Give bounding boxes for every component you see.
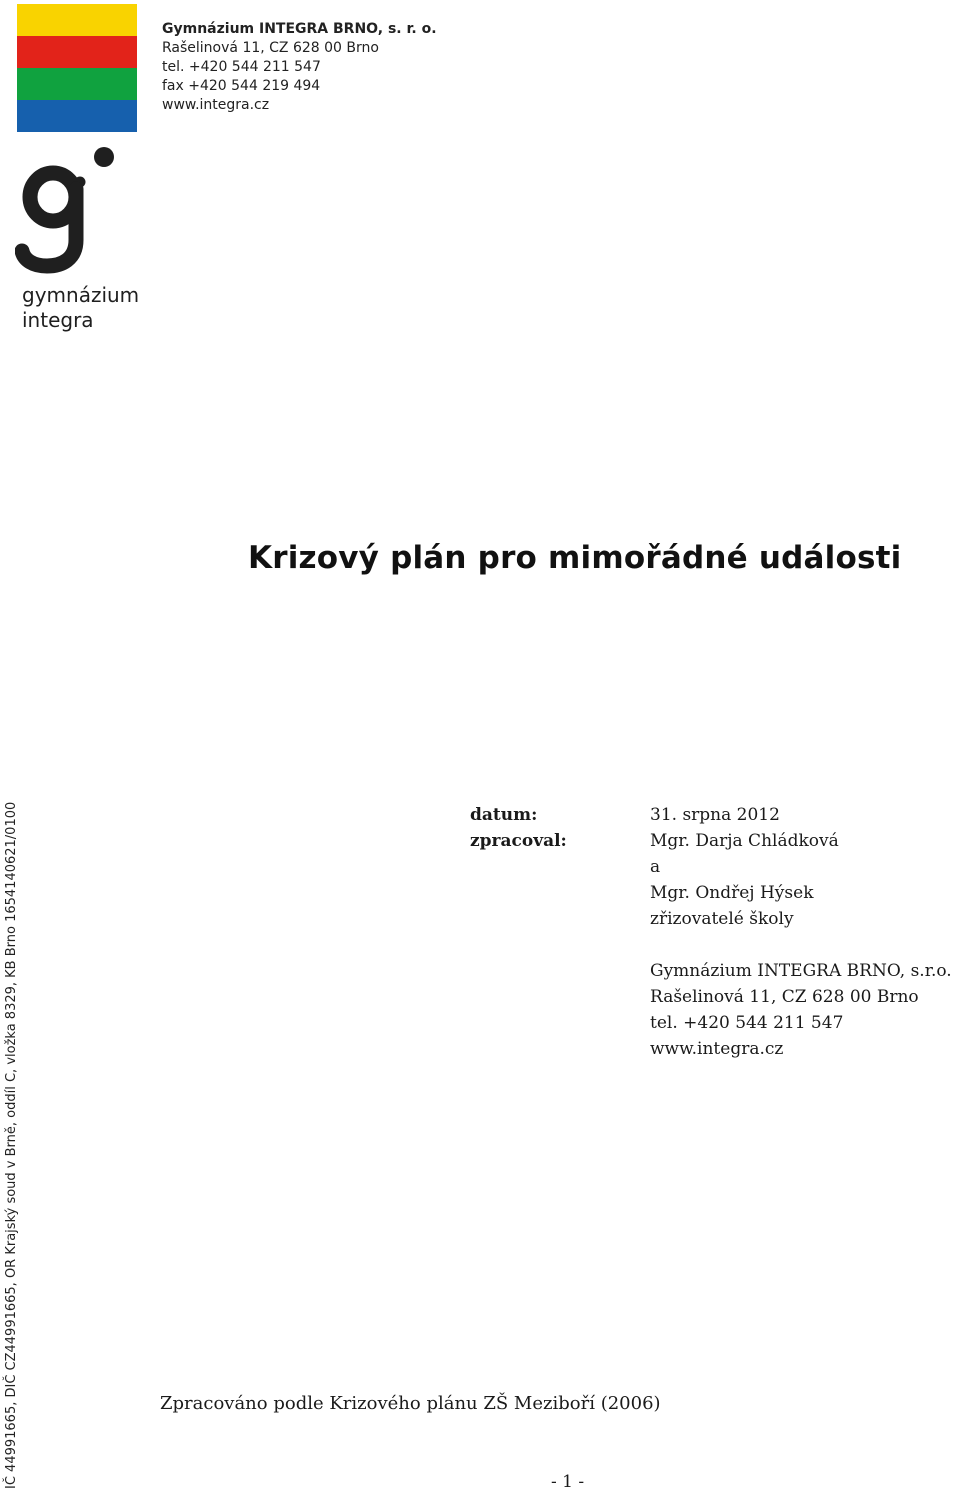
stripe-green <box>17 68 137 100</box>
author-line: zřizovatelé školy <box>650 909 794 929</box>
page-number: - 1 - <box>551 1472 585 1492</box>
org-address: Rašelinová 11, CZ 628 00 Brno <box>162 40 379 56</box>
logo-word-integra: integra <box>22 308 94 332</box>
details-values <box>650 802 952 1062</box>
contact-web: www.integra.cz <box>650 1039 784 1059</box>
date-value: 31. srpna 2012 <box>650 805 780 825</box>
stripe-yellow <box>17 4 137 36</box>
author-line: a <box>650 857 661 877</box>
logo-wordmark <box>22 283 139 333</box>
author-label: zpracoval: <box>470 831 567 851</box>
document-title: Krizový plán pro mimořádné události <box>248 540 902 576</box>
registration-info: IČ 44991665, DIČ CZ44991665, OR Krajský soud v Brně, oddíl C, vložka 8329, KB Brno 1654140621/0100 <box>4 801 19 1489</box>
org-name: Gymnázium INTEGRA BRNO, s. r. o. <box>162 21 437 37</box>
logo-word-gymnazium: gymnázium <box>22 283 140 307</box>
source-note: Zpracováno podle Krizového plánu ZŠ Meziboří (2006) <box>160 1393 661 1414</box>
contact-org: Gymnázium INTEGRA BRNO, s.r.o. <box>650 961 952 981</box>
org-fax: fax +420 544 219 494 <box>162 78 321 94</box>
contact-phone: tel. +420 544 211 547 <box>650 1013 844 1033</box>
color-stripes <box>17 4 137 132</box>
date-label: datum: <box>470 805 538 825</box>
stripe-blue <box>17 100 137 132</box>
contact-address: Rašelinová 11, CZ 628 00 Brno <box>650 987 919 1007</box>
logo-g-icon <box>15 145 125 275</box>
author-line: Mgr. Darja Chládková <box>650 831 839 851</box>
spacer <box>650 932 952 958</box>
org-web: www.integra.cz <box>162 97 270 113</box>
letterhead <box>162 20 437 115</box>
details-labels <box>470 802 567 854</box>
stripe-red <box>17 36 137 68</box>
author-line: Mgr. Ondřej Hýsek <box>650 883 814 903</box>
org-phone: tel. +420 544 211 547 <box>162 59 321 75</box>
